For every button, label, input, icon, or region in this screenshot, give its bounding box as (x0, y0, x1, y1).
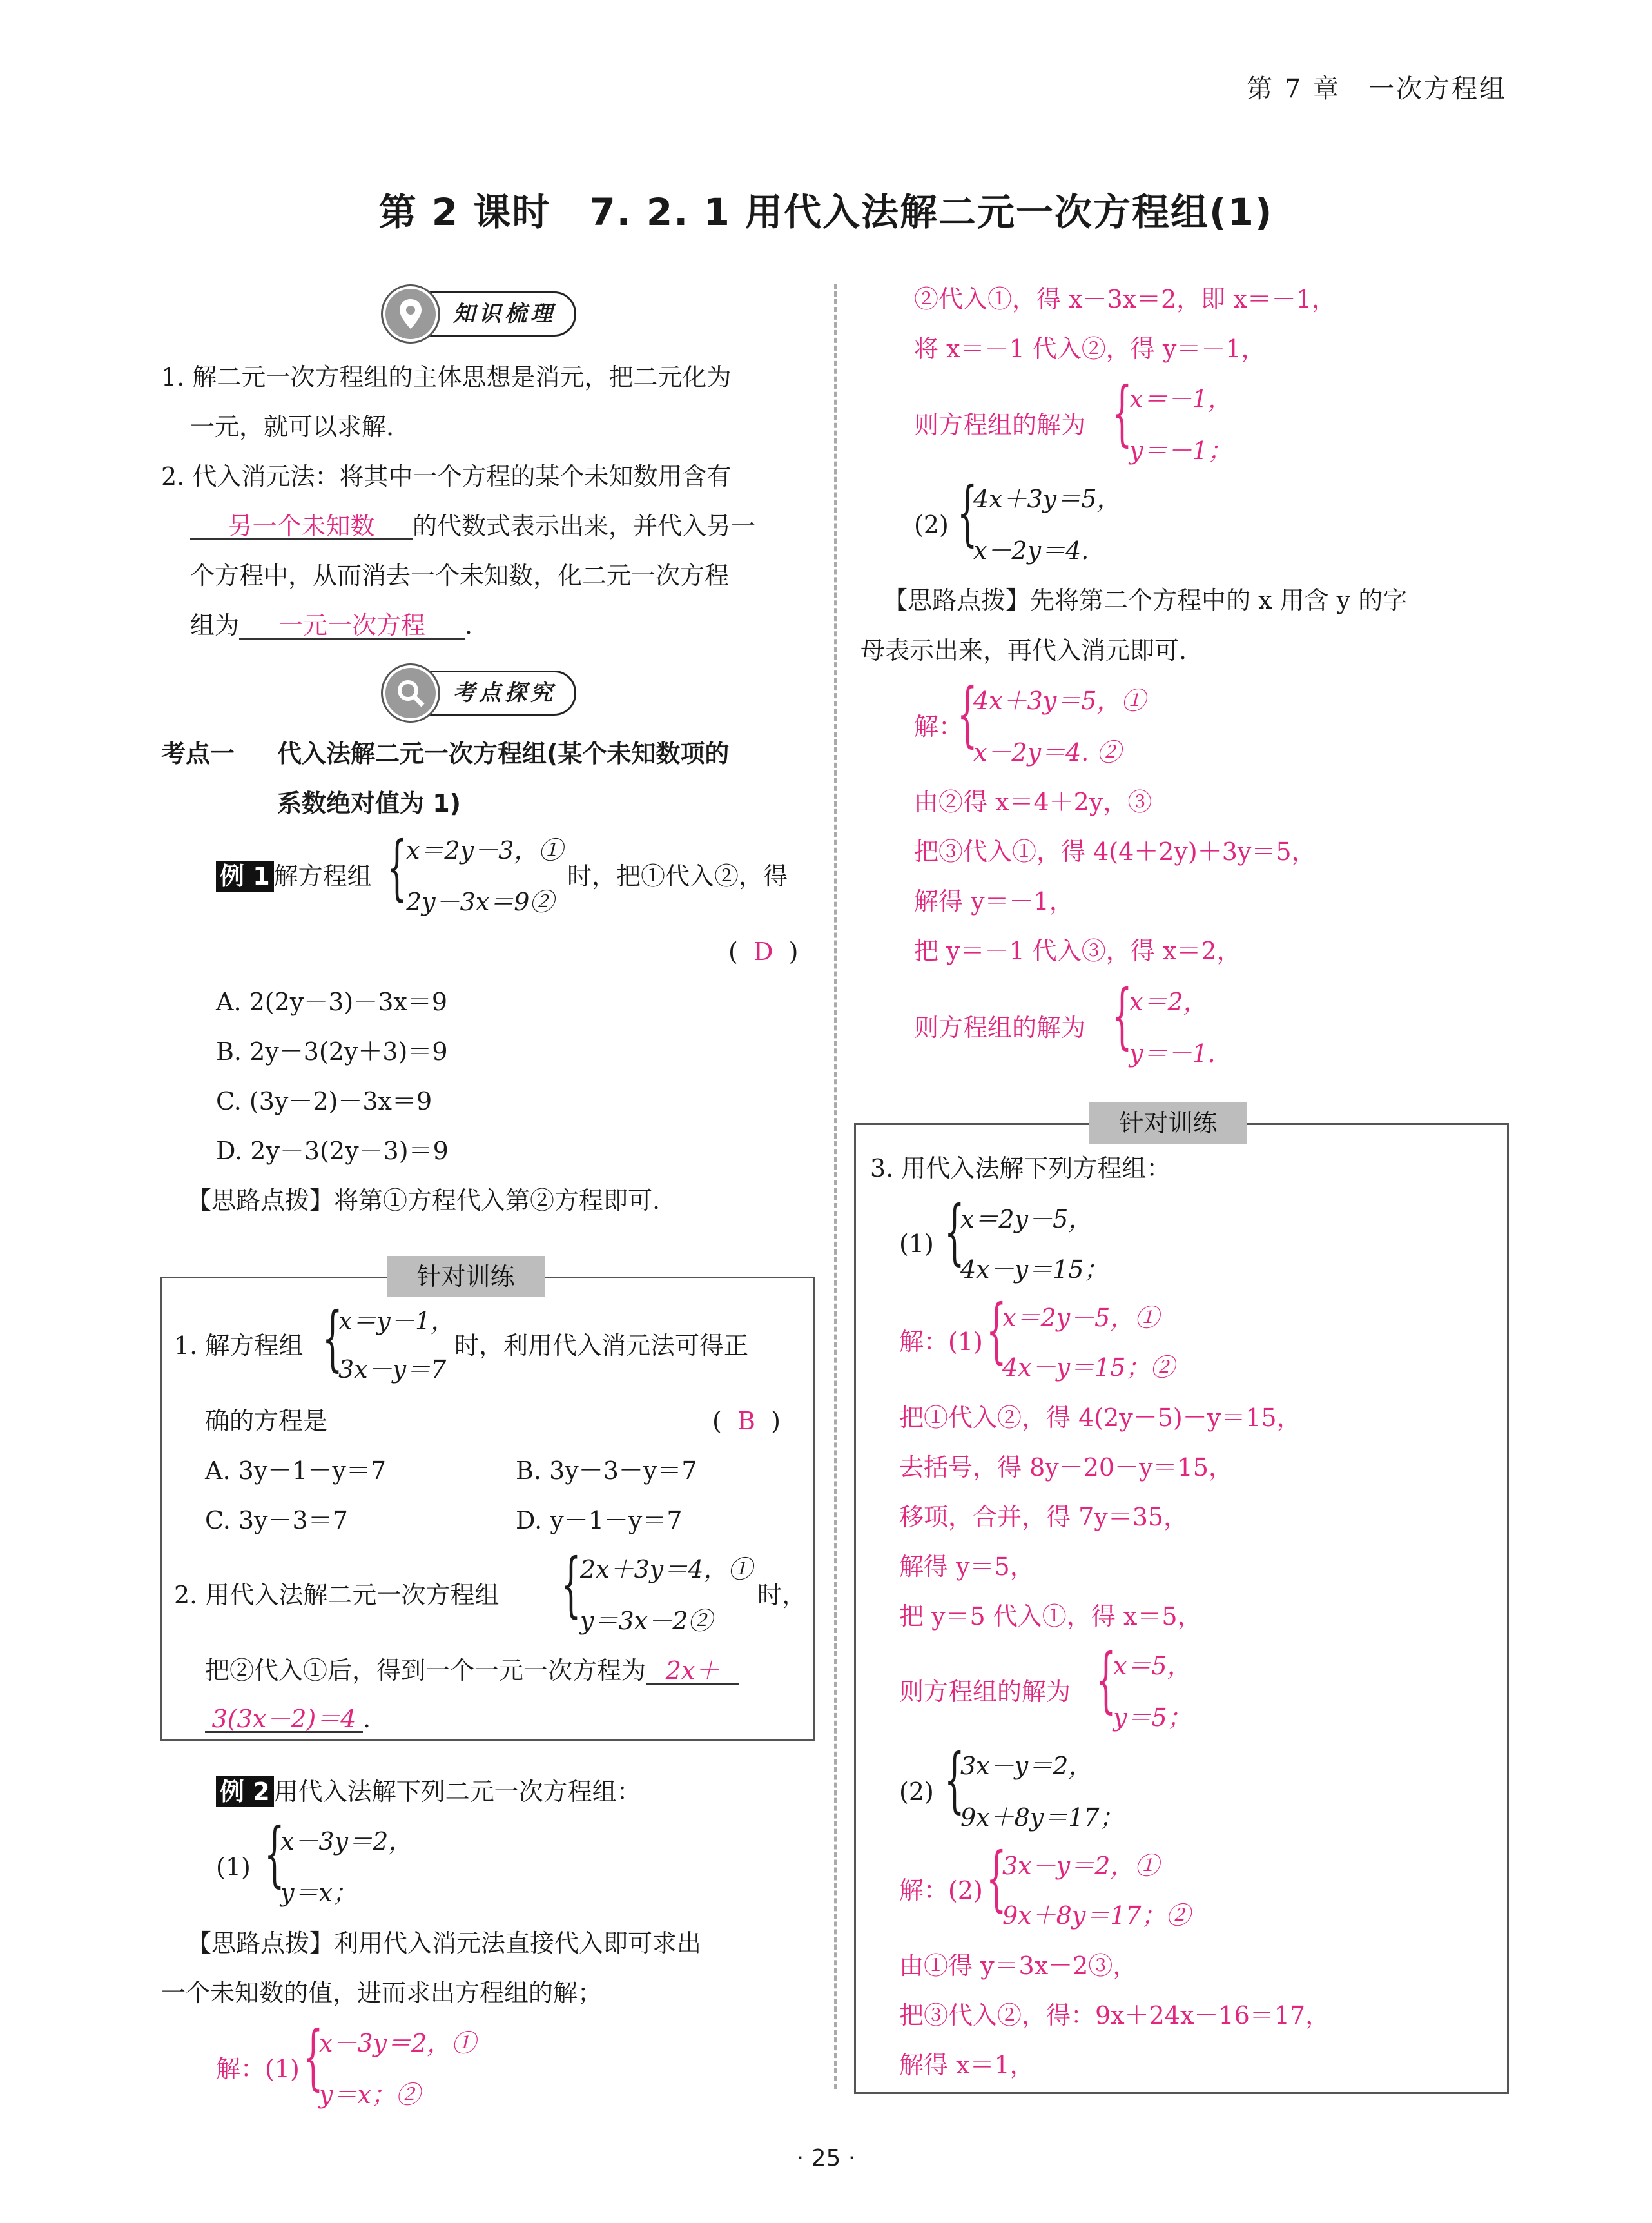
brace: { (986, 1837, 1007, 1919)
train1-q1-pre: 1. 解方程组 (174, 1331, 304, 1360)
paren-close: ) (771, 1407, 781, 1435)
train2-m3: 解得 x＝1， (899, 2051, 1035, 2079)
right-p2-eq1: 4x＋3y＝5， (973, 485, 1122, 513)
right-s4: 把 y＝－1 代入③，得 x＝2， (914, 937, 1241, 965)
ex1-option-c: C. (3y－2)－3x＝9 (216, 1087, 432, 1115)
page-number: · 25 · (796, 2145, 856, 2171)
train2-l3: 移项，合并，得 7y＝35， (899, 1503, 1189, 1531)
right-r3-eq1: x＝－1， (1129, 385, 1232, 413)
example2-tag: 例 2 (216, 1776, 274, 1807)
train2-l5: 把 y＝5 代入①，得 x＝5， (899, 1602, 1202, 1631)
ex1-answer (728, 939, 798, 964)
train1-q1-answer (712, 1409, 781, 1433)
paren-close: ) (788, 937, 799, 966)
column-divider (834, 284, 837, 2089)
ex1-post: 时，把①代入②，得 (567, 862, 788, 890)
ex1-eq1: x＝2y－3，① (406, 836, 563, 865)
right-s3: 解得 y＝－1， (914, 887, 1074, 916)
right-sol2-eq2: x－2y＝4. ② (973, 738, 1122, 767)
train1-q2-pre: 2. 用代入法解二元一次方程组 (174, 1581, 500, 1609)
kaodian-text1: 代入法解二元一次方程组(某个未知数项的 (277, 739, 730, 768)
train1-q1-eq1: x＝y－1， (338, 1307, 456, 1335)
knowledge-p2c: 个方程中，从而消去一个未知数，化二元一次方程 (190, 562, 730, 590)
period: . (465, 611, 473, 640)
ex1-eq2: 2y－3x＝9② (406, 888, 554, 916)
brace: { (387, 826, 407, 908)
answer-blank: 3(3x－2)＝4 (205, 1707, 363, 1733)
train1-option-a: A. 3y－1－y＝7 (205, 1456, 387, 1485)
training-tag-1: 针对训练 (387, 1256, 545, 1297)
train2-l1: 把①代入②，得 4(2y－5)－y＝15， (899, 1404, 1301, 1432)
knowledge-p2a: 2. 代入消元法：将其中一个方程的某个未知数用含有 (161, 462, 732, 491)
brace: { (944, 1190, 965, 1273)
train1-q1-answer-value: B (737, 1407, 755, 1435)
period: . (363, 1705, 371, 1733)
right-hint2: 母表示出来，再代入消元即可. (860, 636, 1187, 665)
train1-q2-post: 时， (757, 1581, 807, 1609)
brace: { (303, 2015, 324, 2098)
kaodian-text2: 系数绝对值为 1) (277, 789, 462, 818)
train2-a1-eq2: 4x－y＝15； (960, 1255, 1109, 1284)
train2-sa2-eq1: 3x－y＝2，① (1002, 1852, 1160, 1880)
train2-q3: 3. 用代入法解下列方程组： (870, 1154, 1171, 1182)
brace: { (986, 1289, 1007, 1371)
train2-a2-eq2: 9x＋8y＝17； (960, 1803, 1124, 1832)
right-s5-eq1: x＝2， (1129, 988, 1208, 1016)
knowledge-p2-line2 (190, 514, 755, 540)
train2-sa1-eq2: 4x－y＝15；② (1002, 1353, 1175, 1382)
train2-l2: 去括号，得 8y－20－y＝15， (899, 1453, 1233, 1482)
brace: { (957, 471, 978, 554)
train1-q1-eq2: 3x－y＝7 (338, 1355, 447, 1384)
training-tag-2: 针对训练 (1089, 1102, 1247, 1144)
brace: { (1096, 1638, 1116, 1721)
train2-a2-eq1: 3x－y＝2， (960, 1752, 1093, 1780)
knowledge-p2d: 组为 (190, 611, 240, 640)
right-p2-eq2: x－2y＝4. (973, 536, 1089, 565)
train1-q2-eq1: 2x＋3y＝4，① (580, 1555, 753, 1583)
right-s5-pre: 则方程组的解为 (914, 1014, 1086, 1042)
brace: { (322, 1297, 343, 1379)
example1-pre: 解方程组 (273, 862, 372, 890)
explore-badge-label: 考点探究 (453, 680, 556, 706)
paren-open: ( (712, 1407, 722, 1435)
ex2-sol1-pre: 解：(1) (216, 2055, 300, 2083)
train1-q2-eq2: y＝3x－2② (580, 1607, 713, 1635)
right-hint1: 【思路点拨】先将第二个方程中的 x 用含 y 的字 (883, 586, 1408, 614)
right-r1: ②代入①，得 x－3x＝2，即 x＝－1， (914, 285, 1336, 313)
answer-blank: 另一个未知数 (190, 514, 413, 540)
right-r3-pre: 则方程组的解为 (914, 411, 1086, 439)
kaodian-label: 考点一 (161, 739, 235, 768)
ex2-sol1-eq2: y＝x；② (319, 2081, 420, 2109)
right-sol2-eq1: 4x＋3y＝5，① (973, 687, 1146, 715)
train2-l6-eq2: y＝5； (1113, 1703, 1192, 1732)
train2-a1-label: (1) (899, 1229, 934, 1258)
train2-sa1-eq1: x＝2y－5，① (1002, 1304, 1160, 1332)
answer-blank: 一元一次方程 (239, 613, 465, 640)
brace: { (1112, 371, 1132, 454)
ex2-sol1-eq1: x－3y＝2，① (319, 2029, 476, 2057)
right-s5-eq2: y＝－1. (1129, 1039, 1216, 1068)
ex1-hint: 【思路点拨】将第①方程代入第②方程即可. (187, 1186, 661, 1215)
train2-l4: 解得 y＝5， (899, 1552, 1035, 1581)
ex1-answer-value: D (753, 937, 773, 966)
knowledge-p2-line4 (190, 613, 472, 640)
right-s1: 由②得 x＝4＋2y，③ (914, 788, 1152, 816)
knowledge-p1b: 一元，就可以求解. (190, 413, 394, 441)
ex2-hint1: 【思路点拨】利用代入消元法直接代入即可求出 (187, 1929, 702, 1957)
knowledge-p1a: 1. 解二元一次方程组的主体思想是消元，把二元化为 (161, 363, 732, 391)
train2-l6-pre: 则方程组的解为 (899, 1678, 1071, 1706)
ex2-p1-eq2: y＝x； (280, 1879, 357, 1907)
brace: { (957, 672, 978, 755)
right-r2: 将 x＝－1 代入②，得 y＝－1， (914, 335, 1266, 363)
train2-m2: 把③代入②，得：9x＋24x－16＝17， (899, 2001, 1330, 2030)
brace: { (944, 1738, 965, 1821)
train2-l6-eq1: x＝5， (1113, 1652, 1192, 1680)
ex2-hint2: 一个未知数的值，进而求出方程组的解； (161, 1979, 603, 2007)
train2-sa1-pre: 解：(1) (899, 1327, 983, 1356)
example1-line (216, 864, 372, 888)
ex1-option-a: A. 2(2y－3)－3x＝9 (216, 988, 448, 1016)
ex1-option-b: B. 2y－3(2y＋3)＝9 (216, 1037, 448, 1066)
brace: { (561, 1543, 581, 1625)
answer-blank: 2x＋ (646, 1658, 739, 1685)
right-p2-label: (2) (914, 511, 949, 539)
train1-q2-line2 (205, 1658, 739, 1685)
page-title: 第 2 课时 7. 2. 1 用代入法解二元一次方程组(1) (378, 190, 1274, 234)
location-pin-icon (383, 286, 438, 342)
train2-a1-eq1: x＝2y－5， (960, 1205, 1093, 1233)
train1-q2-line2-text: 把②代入①后，得到一个一元一次方程为 (205, 1656, 646, 1685)
train1-q1-post: 时，利用代入消元法可得正 (454, 1331, 749, 1360)
ex2-p1-label: (1) (216, 1853, 251, 1881)
train1-option-c: C. 3y－3＝7 (205, 1506, 348, 1534)
brace: { (1112, 974, 1132, 1057)
train1-option-b: B. 3y－3－y＝7 (516, 1456, 697, 1485)
ex1-option-d: D. 2y－3(2y－3)＝9 (216, 1137, 449, 1165)
chapter-header: 第 7 章 一次方程组 (1247, 74, 1507, 104)
knowledge-badge-label: 知识梳理 (453, 301, 556, 327)
train1-q2-line3 (205, 1707, 371, 1733)
right-r3-eq2: y＝－1； (1129, 436, 1232, 465)
right-sol2-pre: 解： (914, 712, 964, 741)
right-s2: 把③代入①，得 4(4＋2y)＋3y＝5， (914, 837, 1316, 866)
ex2-p1-eq1: x－3y＝2， (280, 1827, 413, 1856)
example2-line (216, 1779, 641, 1804)
paren-open: ( (728, 937, 738, 966)
train2-a2-label: (2) (899, 1777, 934, 1806)
train1-q1-line2: 确的方程是 (205, 1407, 328, 1435)
knowledge-p2b: 的代数式表示出来，并代入另一 (413, 512, 756, 540)
train2-sa2-eq2: 9x＋8y＝17；② (1002, 1901, 1190, 1930)
magnifier-icon (383, 665, 438, 721)
example2-text: 用代入法解下列二元一次方程组： (273, 1777, 641, 1806)
train1-option-d: D. y－1－y＝7 (516, 1506, 683, 1534)
example1-tag: 例 1 (216, 861, 274, 892)
brace: { (264, 1812, 285, 1895)
train2-sa2-pre: 解：(2) (899, 1876, 983, 1905)
train2-m1: 由①得 y＝3x－2③， (899, 1952, 1138, 1980)
